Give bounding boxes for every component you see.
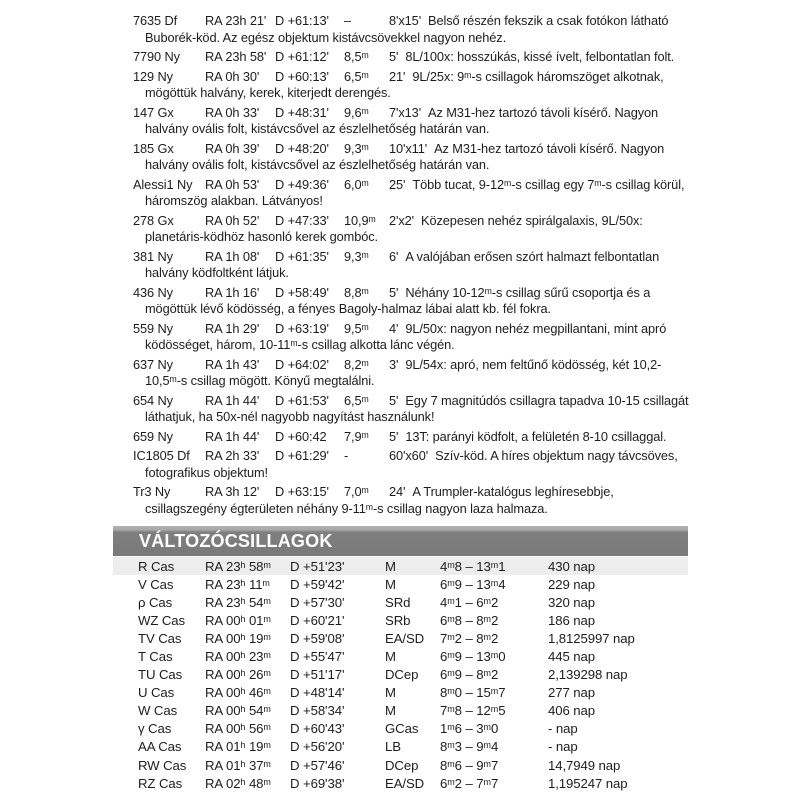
object-id: 659 Ny <box>133 428 173 444</box>
star-mag-range: 7ᵐ8 – 12ᵐ5 <box>440 703 506 719</box>
star-ra: RA 00ʰ 54ᵐ <box>205 703 271 719</box>
variable-star-row <box>113 629 688 647</box>
object-description: 9L/54x: apró, nem feltűnő ködösség, két 10,2-10,5ᵐ-s csillag mögött. Könyű megtalálni. <box>145 356 662 388</box>
object-entry <box>133 321 690 354</box>
object-size: 4' <box>389 320 399 336</box>
object-description: Közepesen nehéz spirálgalaxis, 9L/50x: planetáris-ködhöz hasonló kerek gombóc. <box>145 212 643 244</box>
object-id: 7635 Df <box>133 13 178 28</box>
object-entry <box>133 13 690 46</box>
star-type: M <box>385 685 396 701</box>
variable-stars-title: VÁLTOZÓCSILLAGOK <box>139 531 333 551</box>
object-id: 559 Ny <box>133 320 173 336</box>
object-declination: D +63:15' <box>275 484 329 499</box>
object-entry <box>133 177 690 210</box>
object-size: 10'x11' <box>389 140 428 156</box>
star-ra: RA 23ʰ 11ᵐ <box>205 576 270 592</box>
object-size: 5' <box>389 428 399 444</box>
object-entry <box>133 448 690 481</box>
star-period: 229 nap <box>548 576 595 592</box>
star-period: 277 nap <box>548 685 595 701</box>
variable-stars-header-bar <box>113 526 688 556</box>
object-id: 381 Ny <box>133 248 173 264</box>
object-declination: D +61:29' <box>275 448 329 463</box>
star-type: EA/SD <box>385 630 425 646</box>
object-description: Az M31-hez tartozó távoli kísérő. Nagyon halvány ovális folt, kistávcsővel az észlelhetőség határán van. <box>145 140 665 172</box>
star-declination: D +60'21' <box>290 612 345 628</box>
object-id: 637 Ny <box>133 356 173 372</box>
object-description: Egy 7 magnitúdós csillagra tapadva 10-15 csillagát láthatjuk, ha 50x-nél nagyobb nagyítást használunk! <box>145 392 689 424</box>
star-mag-range: 7ᵐ2 – 8ᵐ2 <box>440 630 499 646</box>
object-description: Belső részén fekszik a csak fotókon látható Buborék-köd. Az egész objektum kistávcsövekkel nagyon nehéz. <box>145 13 669 45</box>
deep-sky-object-list <box>133 13 690 520</box>
object-description: Az M31-hez tartozó távoli kísérő. Nagyon halvány ovális folt, kistávcsővel az észlelhetőség határán van. <box>145 104 659 136</box>
object-description: A Trumpler-katalógus leghíresebbje, csillagszegény égterületen néhány 9-11ᵐ-s csillag nagyon laza halmaza. <box>145 484 614 516</box>
star-mag-range: 8ᵐ3 – 9ᵐ4 <box>440 739 499 755</box>
object-ra: RA 0h 33' <box>205 104 260 120</box>
star-period: - nap <box>548 721 578 737</box>
star-declination: D +57'30' <box>290 594 345 610</box>
star-type: DCep <box>385 667 419 683</box>
star-period: 2,139298 nap <box>548 667 628 683</box>
star-name: RZ Cas <box>138 775 183 791</box>
object-description: 13T: parányi ködfolt, a felületén 8-10 csillaggal. <box>405 428 667 444</box>
variable-star-row <box>113 647 688 665</box>
object-ra: RA 1h 43' <box>205 356 260 372</box>
object-magnitude: 8,5ᵐ <box>344 49 369 64</box>
star-name: U Cas <box>138 685 175 701</box>
object-entry <box>133 213 690 246</box>
star-ra: RA 00ʰ 01ᵐ <box>205 612 271 628</box>
object-ra: RA 1h 44' <box>205 428 260 444</box>
object-ra: RA 0h 39' <box>205 140 260 156</box>
object-size: 7'x13' <box>389 104 422 120</box>
star-name: W Cas <box>138 703 178 719</box>
star-type: SRb <box>385 612 411 628</box>
variable-star-row <box>113 756 688 774</box>
object-magnitude: 8,8ᵐ <box>344 284 369 300</box>
object-entry <box>133 49 690 66</box>
star-type: M <box>385 649 396 665</box>
object-description: A valójában erősen szórt halmazt felbontatlan halvány ködfoltként látjuk. <box>145 248 660 280</box>
star-mag-range: 8ᵐ0 – 15ᵐ7 <box>440 685 506 701</box>
object-magnitude: 8,2ᵐ <box>344 356 369 372</box>
object-magnitude: 9,3ᵐ <box>344 248 369 264</box>
object-entry <box>133 249 690 282</box>
star-ra: RA 00ʰ 46ᵐ <box>205 685 271 701</box>
star-period: 1,195247 nap <box>548 775 628 791</box>
star-ra: RA 00ʰ 56ᵐ <box>205 721 271 737</box>
star-type: SRd <box>385 594 411 610</box>
object-description: Több tucat, 9-12ᵐ-s csillag egy 7ᵐ-s csillag körül, háromszög alakban. Látványos! <box>145 176 685 208</box>
object-declination: D +61:12' <box>275 49 329 64</box>
star-period: 1,8125997 nap <box>548 630 635 646</box>
object-declination: D +49:36' <box>275 176 329 192</box>
star-declination: D +57'46' <box>290 757 345 773</box>
star-name: T Cas <box>138 649 173 665</box>
variable-star-row <box>113 684 688 702</box>
star-period: 186 nap <box>548 612 595 628</box>
star-mag-range: 6ᵐ2 – 7ᵐ7 <box>440 775 499 791</box>
star-ra: RA 02ʰ 48ᵐ <box>205 775 271 791</box>
variable-star-row <box>113 557 688 575</box>
object-declination: D +61:13' <box>275 13 329 28</box>
star-type: M <box>385 703 396 719</box>
object-declination: D +58:49' <box>275 284 329 300</box>
object-size: 21' <box>389 68 406 84</box>
object-id: Alessi1 Ny <box>133 176 193 192</box>
star-type: EA/SD <box>385 775 425 791</box>
object-entry <box>133 429 690 446</box>
object-ra: RA 0h 52' <box>205 212 260 228</box>
object-size: 8'x15' <box>389 13 422 28</box>
star-ra: RA 23ʰ 58ᵐ <box>205 558 271 574</box>
variable-star-row <box>113 738 688 756</box>
object-size: 25' <box>389 176 406 192</box>
star-name: ρ Cas <box>138 594 173 610</box>
star-name: RW Cas <box>138 757 187 773</box>
star-ra: RA 00ʰ 19ᵐ <box>205 630 271 646</box>
object-magnitude: 6,5ᵐ <box>344 68 369 84</box>
object-size: 5' <box>389 284 399 300</box>
object-entry <box>133 484 690 517</box>
star-declination: D +59'08' <box>290 630 345 646</box>
star-ra: RA 01ʰ 19ᵐ <box>205 739 271 755</box>
object-magnitude: 9,5ᵐ <box>344 320 369 336</box>
object-description: 9L/50x: nagyon nehéz megpillantani, mint apró ködösséget, három, 10-11ᵐ-s csillag alkotta lánc végén. <box>145 320 667 352</box>
star-ra: RA 00ʰ 23ᵐ <box>205 649 271 665</box>
variable-star-row <box>113 575 688 593</box>
object-magnitude: 9,3ᵐ <box>344 140 369 156</box>
object-size: 24' <box>389 484 406 499</box>
object-id: 278 Gx <box>133 212 174 228</box>
star-period: 445 nap <box>548 649 595 665</box>
object-entry <box>133 285 690 318</box>
object-magnitude: 6,5ᵐ <box>344 392 369 408</box>
object-magnitude: 6,0ᵐ <box>344 176 369 192</box>
star-declination: D +56'20' <box>290 739 345 755</box>
object-declination: D +63:19' <box>275 320 329 336</box>
star-mag-range: 1ᵐ6 – 3ᵐ0 <box>440 721 499 737</box>
star-declination: D +51'23' <box>290 558 345 574</box>
star-name: R Cas <box>138 558 175 574</box>
star-type: DCep <box>385 757 419 773</box>
star-mag-range: 6ᵐ9 – 8ᵐ2 <box>440 667 499 683</box>
object-ra: RA 0h 30' <box>205 68 260 84</box>
variable-star-row <box>113 593 688 611</box>
object-magnitude: – <box>344 13 352 28</box>
object-declination: D +60:42 <box>275 428 327 444</box>
star-name: AA Cas <box>138 739 182 755</box>
object-magnitude: - <box>344 448 349 463</box>
star-declination: D +59'42' <box>290 576 345 592</box>
star-declination: D +60'43' <box>290 721 345 737</box>
object-id: 7790 Ny <box>133 49 180 64</box>
object-declination: D +64:02' <box>275 356 329 372</box>
star-declination: D +58'34' <box>290 703 345 719</box>
object-description: 9L/25x: 9ᵐ-s csillagok háromszöget alkotnak, mögöttük halvány, kerek, kiterjedt derengés. <box>145 68 664 100</box>
object-id: 436 Ny <box>133 284 173 300</box>
star-name: TV Cas <box>138 630 182 646</box>
object-id: 129 Ny <box>133 68 173 84</box>
object-ra: RA 1h 16' <box>205 284 260 300</box>
star-ra: RA 01ʰ 37ᵐ <box>205 757 271 773</box>
star-declination: D +55'47' <box>290 649 345 665</box>
object-ra: RA 0h 53' <box>205 176 260 192</box>
object-magnitude: 10,9ᵐ <box>344 212 376 228</box>
object-description: Néhány 10-12ᵐ-s csillag sűrű csoportja és a mögöttük lévő ködösség, a fényes Bagoly-halmaz lábai alatt kb. fél fokra. <box>145 284 651 316</box>
star-declination: D +48'14' <box>290 685 345 701</box>
star-name: WZ Cas <box>138 612 186 628</box>
object-size: 3' <box>389 356 399 372</box>
object-magnitude: 7,0ᵐ <box>344 484 369 499</box>
star-mag-range: 6ᵐ8 – 8ᵐ2 <box>440 612 499 628</box>
object-ra: RA 3h 12' <box>205 484 260 499</box>
star-mag-range: 8ᵐ6 – 9ᵐ7 <box>440 757 499 773</box>
object-entry <box>133 393 690 426</box>
star-name: V Cas <box>138 576 174 592</box>
object-id: Tr3 Ny <box>133 484 171 499</box>
object-description: 8L/100x: hosszúkás, kissé ívelt, felbontatlan folt. <box>405 49 675 64</box>
object-declination: D +47:33' <box>275 212 329 228</box>
object-magnitude: 7,9ᵐ <box>344 428 369 444</box>
star-mag-range: 6ᵐ9 – 13ᵐ4 <box>440 576 506 592</box>
star-period: 14,7949 nap <box>548 757 621 773</box>
star-declination: D +69'38' <box>290 775 345 791</box>
object-declination: D +60:13' <box>275 68 329 84</box>
object-id: 185 Gx <box>133 140 174 156</box>
variable-stars-table <box>113 557 688 792</box>
object-ra: RA 1h 08' <box>205 248 260 264</box>
star-period: - nap <box>548 739 578 755</box>
star-period: 406 nap <box>548 703 595 719</box>
object-id: 147 Gx <box>133 104 174 120</box>
variable-star-row <box>113 611 688 629</box>
object-ra: RA 2h 33' <box>205 448 260 463</box>
star-type: LB <box>385 739 401 755</box>
star-type: M <box>385 558 396 574</box>
star-ra: RA 00ʰ 26ᵐ <box>205 667 271 683</box>
object-ra: RA 1h 44' <box>205 392 260 408</box>
variable-star-row <box>113 666 688 684</box>
star-mag-range: 6ᵐ9 – 13ᵐ0 <box>440 649 506 665</box>
object-entry <box>133 357 690 390</box>
object-id: 654 Ny <box>133 392 173 408</box>
object-entry <box>133 105 690 138</box>
object-magnitude: 9,6ᵐ <box>344 104 369 120</box>
variable-star-row <box>113 774 688 792</box>
object-declination: D +48:31' <box>275 104 329 120</box>
star-name: γ Cas <box>138 721 172 737</box>
object-declination: D +61:53' <box>275 392 329 408</box>
star-period: 320 nap <box>548 594 595 610</box>
star-mag-range: 4ᵐ1 – 6ᵐ2 <box>440 594 499 610</box>
object-size: 5' <box>389 392 399 408</box>
star-period: 430 nap <box>548 558 595 574</box>
variable-star-row <box>113 720 688 738</box>
object-size: 2'x2' <box>389 212 415 228</box>
object-description: Szív-köd. A híres objektum nagy távcsöves, fotografikus objektum! <box>145 448 678 480</box>
object-entry <box>133 141 690 174</box>
star-mag-range: 4ᵐ8 – 13ᵐ1 <box>440 558 506 574</box>
object-entry <box>133 69 690 102</box>
object-size: 60'x60' <box>389 448 429 463</box>
object-size: 5' <box>389 49 399 64</box>
object-id: IC1805 Df <box>133 448 190 463</box>
star-ra: RA 23ʰ 54ᵐ <box>205 594 271 610</box>
object-ra: RA 23h 21' <box>205 13 267 28</box>
object-declination: D +48:20' <box>275 140 329 156</box>
star-declination: D +51'17' <box>290 667 345 683</box>
object-ra: RA 1h 29' <box>205 320 260 336</box>
object-size: 6' <box>389 248 399 264</box>
object-declination: D +61:35' <box>275 248 329 264</box>
star-name: TU Cas <box>138 667 183 683</box>
variable-star-row <box>113 702 688 720</box>
star-type: GCas <box>385 721 419 737</box>
star-type: M <box>385 576 396 592</box>
object-ra: RA 23h 58' <box>205 49 267 64</box>
